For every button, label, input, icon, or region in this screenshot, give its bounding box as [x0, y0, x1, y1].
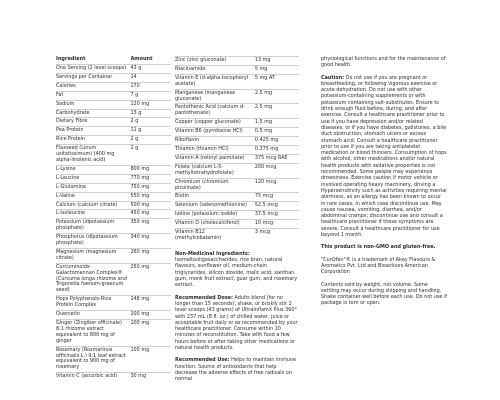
table-row — [56, 263, 171, 296]
table-row — [56, 234, 171, 249]
table-row — [175, 89, 299, 104]
table-row — [56, 145, 171, 166]
ingredient-name: Pantothenic Acid (calcium d-pantothenate) — [175, 104, 253, 119]
ingredient-amount: 200 mcg — [253, 163, 299, 178]
trademark-notice: "CurQfen"® is a trademark of Akay Flavours & Aromatics Pvt. Ltd and Bioactives American Corporation — [321, 256, 436, 276]
table-row — [56, 346, 171, 373]
ingredient-amount: 7 g — [128, 91, 171, 100]
ingredient-name: Magnesium (magnesium citrate) — [56, 248, 128, 263]
table-row — [175, 57, 299, 66]
table-row — [56, 210, 171, 219]
supplement-facts-table-continued — [175, 56, 299, 243]
supplement-facts-rows — [56, 65, 171, 382]
ingredient-name: Vitamin C (ascorbic acid) — [56, 373, 128, 381]
table-header-row — [56, 56, 171, 65]
supplement-facts-middle-column — [175, 56, 299, 388]
ingredient-name: Dietary Fibre — [56, 118, 128, 127]
ingredient-amount: 14 — [128, 73, 171, 82]
ingredient-name: Chromium (chromium picolinate) — [175, 178, 253, 193]
ingredient-amount: 260 mg — [128, 248, 171, 263]
ingredient-amount: 30 mg — [128, 373, 171, 381]
table-row — [175, 229, 299, 243]
ingredient-name: Selenium (selenomethionine) — [175, 202, 253, 211]
table-row — [56, 320, 171, 347]
ingredient-amount: 120 mg — [128, 100, 171, 109]
ingredient-amount: 43 g — [128, 65, 171, 74]
ingredient-name: Sodium — [56, 100, 128, 109]
ingredient-amount: 52.5 mcg — [253, 202, 299, 211]
ingredient-amount: 750 mg — [128, 183, 171, 192]
use-body: Helps to maintain immune function. Source of antioxidants that help decrease the adverse effects of free radicals on normal — [175, 357, 297, 383]
table-row — [56, 127, 171, 136]
ingredient-name: Folate (calcium L-5-methyltetrahydrofolate) — [175, 163, 253, 178]
ingredient-amount: 2.5 mg — [253, 89, 299, 104]
table-row — [175, 163, 299, 178]
table-row — [56, 100, 171, 109]
ingredient-name: One Serving (2 level scoops) — [56, 65, 128, 74]
ingredient-name: Niacinamide — [175, 65, 253, 74]
table-row — [56, 82, 171, 91]
table-row — [56, 248, 171, 263]
ingredient-name: Vitamin A (retinyl palmitate) — [175, 154, 253, 163]
table-row — [175, 154, 299, 163]
table-row — [56, 373, 171, 381]
use-continued: physiological functions and for the maintenance of good health. — [321, 56, 446, 69]
ingredient-name: Hops Polyphenols-Rice Protein Complex — [56, 296, 128, 311]
ingredient-amount: 2 g — [128, 145, 171, 166]
table-row — [56, 118, 171, 127]
ingredient-amount: 770 mg — [128, 174, 171, 183]
ingredient-amount: 2 g — [128, 136, 171, 145]
ingredient-name: L-Valine — [56, 192, 128, 201]
nmi-body: Isomaltooligosaccharides, rice bran, natural flavours, sunflower oil, medium-chain triglycerides, silicon dioxide, malic acid, xanthan gum, monk fruit extract, guar gum, and rosemary extract. — [175, 257, 298, 289]
ingredient-name: Servings per Container — [56, 73, 128, 82]
table-row — [56, 109, 171, 118]
ingredient-name: Carbohydrate — [56, 109, 128, 118]
ingredient-amount: 375 mcg RAE — [253, 154, 299, 163]
table-row — [56, 65, 171, 74]
ingredient-name: Ginger (Zingiber officinale) 8:1 rhizome extract equivalent to 800 mg of ginger — [56, 320, 128, 347]
ingredient-amount: 170 — [128, 82, 171, 91]
table-row — [175, 137, 299, 146]
ingredient-name: Thiamin (thiamin HCl) — [175, 145, 253, 154]
table-row — [175, 65, 299, 74]
use-heading: Recommended Use: — [175, 357, 230, 364]
table-row — [175, 220, 299, 229]
nmi-heading: Non-Medicinal Ingredients: — [175, 250, 250, 257]
dose-body: Adults blend (for no longer than 15 seconds), shake, or briskly stir 2 level scoops (43 grams) of UltraInflamX Plus 360° with 237 mL (8 fl. oz.) of chilled water, juice or acceptable fruit daily or as recommended by your healthcare practitioner. Consume within 10 minutes of reconstitution. Take with food a few hours before or after taking other medications or natural health products. — [175, 294, 298, 351]
table-row — [175, 119, 299, 128]
supplement-facts-rows-continued — [175, 57, 299, 243]
recommended-use — [175, 357, 299, 382]
caution-heading: Caution: — [321, 74, 345, 81]
ingredient-amount: 0.375 mg — [253, 145, 299, 154]
ingredient-name: L-Isoleucine — [56, 210, 128, 219]
ingredient-amount: 0.425 mg — [253, 137, 299, 146]
ingredient-amount: 500 mg — [128, 201, 171, 210]
ingredient-amount: 75 mcg — [253, 193, 299, 202]
ingredient-name: Vitamin D (cholecalciferol) — [175, 220, 253, 229]
ingredient-name: Phosphorus (dipotassium phosphate) — [56, 234, 128, 249]
ingredient-name: Manganese (manganese gluconate) — [175, 89, 253, 104]
ingredient-name: Vitamin E (d-alpha-tocopheryl acetate) — [175, 74, 253, 89]
table-row — [56, 174, 171, 183]
ingredient-amount: 5 mg AT — [253, 74, 299, 89]
non-medicinal-ingredients — [175, 251, 299, 289]
ingredient-name: Potassium (dipotassium phosphate) — [56, 219, 128, 234]
table-row — [56, 91, 171, 100]
table-row — [175, 202, 299, 211]
ingredient-name: Biotin — [175, 193, 253, 202]
ingredient-amount: 550 mg — [128, 192, 171, 201]
table-row — [56, 311, 171, 320]
caution-body: Do not use if you are pregnant or breastfeeding, or following vigorous exercise or acute dehydration. Do not use with other potassium-containing supplements or with potassium containing salt-substitutes. Ensure to drink enough fluid before, during, and after exercise. Consult a healthcare practitioner prior to use if you have depression and/or related diseases, or if you have diabetes, gallstones, a bile duct obstruction, stomach ulcers or excess stomach acid. Consult a healthcare practitioner prior to use if you are taking antiplatelet medication or blood thinners. Consumption of hops with alcohol, other medications and/or natural health products with sedative properties is not recommended. Some people may experience drowsiness. Exercise caution if motor vehicle or involved operating heavy machinery, driving a Hypersensitivity such as activities requiring mental alertness, as an allergy has been known to occur in rare cases, in which case discontinue use. May cause nausea, vomiting, diarrhea, and/or abdominal cramps; discontinue use and consult a healthcare practitioner if these symptoms are severe. Consult a healthcare practitioner for use beyond 1 month. — [321, 74, 447, 239]
ingredient-name: Flaxseed (Linum usitatissimum) (400 mg alpha-linolenic acid) — [56, 145, 128, 166]
settling-notice: Contents sold by weight, not volume. Some settling may occur during shipping and handling. Shake container well before each use. Do not use if package is torn or open. — [321, 281, 448, 307]
ingredient-name: Quercetin — [56, 311, 128, 320]
ingredient-name: Vitamin B12 (methylcobalamin) — [175, 229, 253, 243]
ingredient-name: Iodine (potassium iodide) — [175, 211, 253, 220]
table-row — [56, 73, 171, 82]
ingredient-name: Rice Protein — [56, 136, 128, 145]
ingredient-amount: 100 mg — [128, 320, 171, 347]
table-row — [56, 296, 171, 311]
ingredient-name: Rosemary (Rosmarinus officinalis L.) 9:1 leaf extract equivalent to 900 mg of rosemary — [56, 346, 128, 373]
ingredient-name: L-Leucine — [56, 174, 128, 183]
ingredient-name: Copper (copper gluconate) — [175, 119, 253, 128]
supplement-facts-table — [56, 56, 171, 381]
ingredient-amount: 3 mcg — [253, 229, 299, 243]
table-row — [56, 219, 171, 234]
ingredient-name: Riboflavin — [175, 137, 253, 146]
table-row — [175, 104, 299, 119]
ingredient-amount: 2.5 mg — [253, 104, 299, 119]
middle-text-block — [175, 251, 299, 383]
ingredient-amount: 37.5 mcg — [253, 211, 299, 220]
dose-heading: Recommended Dose: — [175, 294, 233, 301]
ingredient-name: Vitamin B6 (pyridoxine HCl) — [175, 128, 253, 137]
ingredient-name: Fat — [56, 91, 128, 100]
ingredient-name: Calcium (calcium citrate) — [56, 201, 128, 210]
table-row — [56, 192, 171, 201]
ingredient-amount: 340 mg — [128, 234, 171, 249]
ingredient-amount: 248 mg — [128, 296, 171, 311]
table-row — [56, 136, 171, 145]
caution-block — [321, 75, 447, 239]
ingredient-amount: 11 g — [128, 127, 171, 136]
ingredient-name: Zinc (zinc gluconate) — [175, 57, 253, 66]
table-row — [56, 165, 171, 174]
ingredient-amount: 250 mg — [128, 263, 171, 296]
amount-column-header: Amount — [130, 56, 153, 62]
ingredient-amount: 100 mg — [128, 346, 171, 373]
ingredient-column-header: Ingredient — [56, 56, 86, 62]
recommended-dose — [175, 295, 299, 352]
ingredient-amount: 450 mg — [128, 210, 171, 219]
table-row — [175, 128, 299, 137]
ingredient-amount: 0.5 mg — [253, 128, 299, 137]
ingredient-amount: 5 mg — [253, 65, 299, 74]
ingredient-amount: 13 mg — [253, 57, 299, 66]
ingredient-amount: 13 g — [128, 109, 171, 118]
gmo-statement: This product is non-GMO and gluten-free. — [321, 244, 436, 251]
ingredient-amount: 120 mcg — [253, 178, 299, 193]
ingredient-name: Curcuminoids-Galactomannan Complex® (Curcuma longa rhizome and Trigonella foenum-graecum seed) — [56, 263, 128, 296]
right-text-column — [321, 56, 447, 313]
ingredient-name: Calories — [56, 82, 128, 91]
table-row — [56, 183, 171, 192]
table-row — [175, 74, 299, 89]
ingredient-name: L-Lysine — [56, 165, 128, 174]
ingredient-amount: 1.5 mg — [253, 119, 299, 128]
supplement-facts-left-column — [56, 56, 171, 381]
ingredient-amount: 10 mcg — [253, 220, 299, 229]
ingredient-amount: 200 mg — [128, 311, 171, 320]
table-row — [56, 201, 171, 210]
table-row — [175, 193, 299, 202]
table-row — [175, 211, 299, 220]
ingredient-name: L-Glutamine — [56, 183, 128, 192]
table-row — [175, 178, 299, 193]
table-row — [175, 145, 299, 154]
ingredient-name: Pea Protein — [56, 127, 128, 136]
ingredient-amount: 800 mg — [128, 165, 171, 174]
ingredient-amount: 2 g — [128, 118, 171, 127]
ingredient-amount: 350 mg — [128, 219, 171, 234]
